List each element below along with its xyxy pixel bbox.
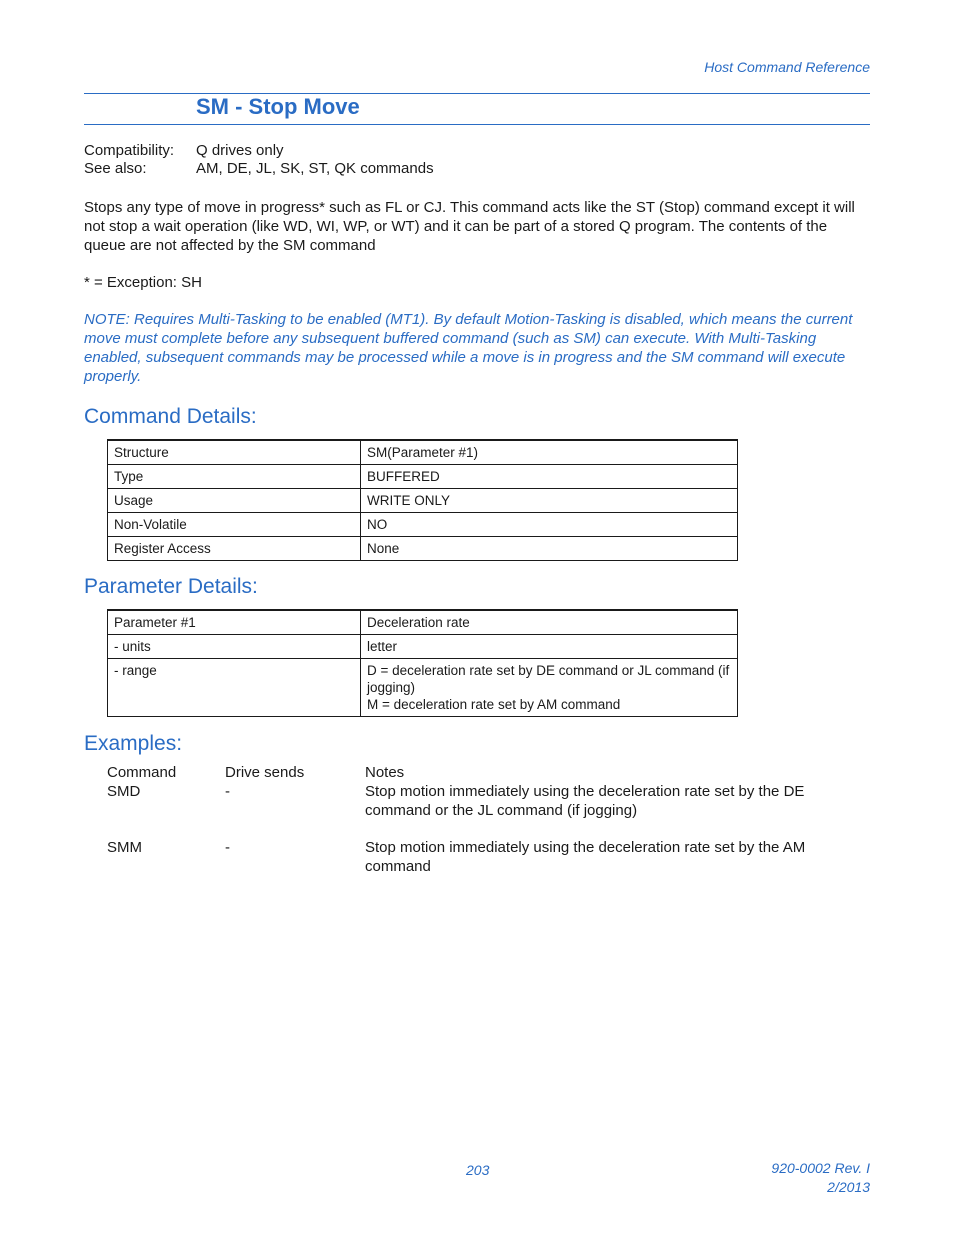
parameter-details-table bbox=[107, 609, 738, 717]
page-number: 203 bbox=[466, 1162, 490, 1178]
table-cell: NO bbox=[361, 513, 738, 537]
range-m-text: M = deceleration rate set by AM command bbox=[367, 697, 621, 712]
table-row bbox=[108, 659, 738, 717]
table-cell: Type bbox=[108, 465, 361, 489]
compatibility-value: Q drives only bbox=[196, 142, 284, 159]
page-title: SM - Stop Move bbox=[196, 94, 360, 119]
example-row bbox=[107, 838, 835, 876]
table-cell: Deceleration rate bbox=[361, 610, 738, 635]
table-row bbox=[108, 610, 738, 635]
table-row bbox=[108, 635, 738, 659]
examples-header-row bbox=[107, 763, 835, 782]
example-notes: Stop motion immediately using the deceleration rate set by the AM command bbox=[365, 839, 806, 875]
title-rule-bottom bbox=[84, 124, 870, 125]
exception-note: * = Exception: SH bbox=[84, 274, 202, 291]
table-cell: WRITE ONLY bbox=[361, 489, 738, 513]
table-cell: Non-Volatile bbox=[108, 513, 361, 537]
table-cell: letter bbox=[361, 635, 738, 659]
table-cell: None bbox=[361, 537, 738, 561]
table-cell: - range bbox=[108, 659, 361, 717]
example-command: SMM bbox=[107, 839, 142, 856]
example-notes: Stop motion immediately using the deceleration rate set by the DE command or the JL command (if jogging) bbox=[365, 783, 805, 819]
revision-date: 2/2013 bbox=[827, 1179, 870, 1195]
column-header: Drive sends bbox=[225, 764, 305, 781]
table-cell: SM(Parameter #1) bbox=[361, 440, 738, 465]
table-row bbox=[108, 513, 738, 537]
column-header: Command bbox=[107, 764, 177, 781]
table-cell: Register Access bbox=[108, 537, 361, 561]
table-row bbox=[108, 489, 738, 513]
table-cell: Parameter #1 bbox=[108, 610, 361, 635]
table-cell: Structure bbox=[108, 440, 361, 465]
multitasking-note: NOTE: Requires Multi-Tasking to be enabled (MT1). By default Motion-Tasking is disabled, which means the current move must complete before any subsequent buffered command (such as SM) can execute. With Multi-Tasking enabled, subsequent commands may be processed while a move is in progress and the SM command will execute properly. bbox=[84, 311, 853, 385]
table-row bbox=[108, 440, 738, 465]
header-reference: Host Command Reference bbox=[704, 59, 870, 75]
compatibility-label: Compatibility: bbox=[84, 142, 175, 159]
description: Stops any type of move in progress* such as FL or CJ. This command acts like the ST (Stop) command except it will not stop a wait operation (like WD, WI, WP, or WT) and it can be part of a stored Q program. The contents of the queue are not affected by the SM command bbox=[84, 199, 855, 254]
compatibility-block bbox=[84, 142, 434, 178]
revision-text: 920-0002 Rev. I bbox=[771, 1160, 870, 1176]
example-sends: - bbox=[225, 839, 230, 856]
table-row bbox=[108, 465, 738, 489]
parameter-details-heading: Parameter Details: bbox=[84, 575, 258, 598]
see-also-value: AM, DE, JL, SK, ST, QK commands bbox=[196, 160, 434, 177]
column-header: Notes bbox=[365, 764, 405, 781]
see-also-label: See also: bbox=[84, 160, 147, 177]
table-cell: - units bbox=[108, 635, 361, 659]
example-sends: - bbox=[225, 783, 230, 800]
table-cell bbox=[361, 659, 738, 717]
revision-block bbox=[771, 1159, 870, 1197]
example-row bbox=[107, 782, 835, 820]
command-details-heading: Command Details: bbox=[84, 405, 257, 428]
table-row bbox=[108, 537, 738, 561]
examples-block bbox=[107, 763, 835, 876]
range-d-text: D = deceleration rate set by DE command or JL command (if jogging) bbox=[367, 663, 730, 695]
command-details-table bbox=[107, 439, 738, 561]
examples-heading: Examples: bbox=[84, 732, 183, 755]
table-cell: Usage bbox=[108, 489, 361, 513]
table-cell: BUFFERED bbox=[361, 465, 738, 489]
example-command: SMD bbox=[107, 783, 141, 800]
